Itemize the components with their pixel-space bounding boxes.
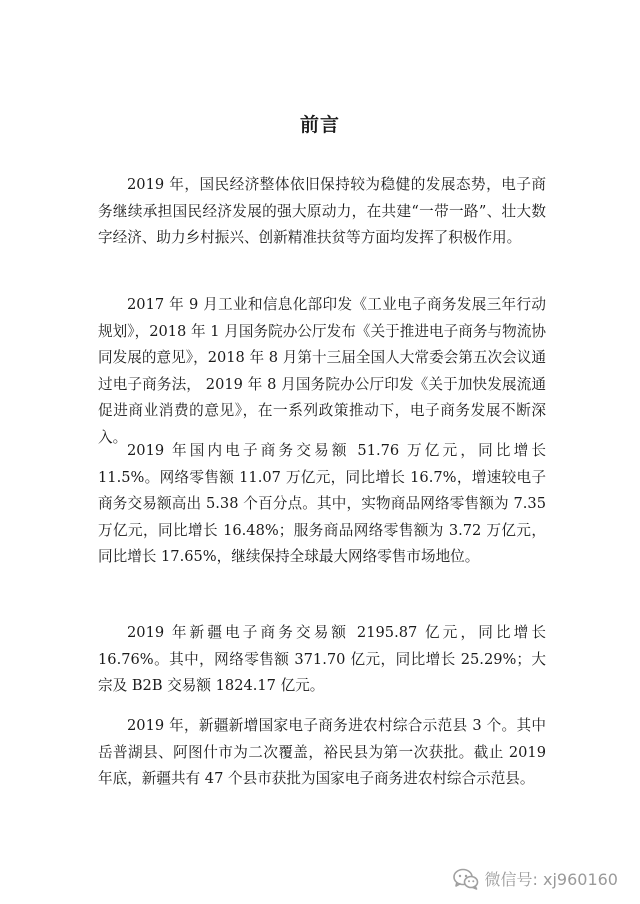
paragraph-intro: 2019 年，国民经济整体依旧保持较为稳健的发展态势，电子商务继续承担国民经济发展的强大原动力，在共建“一带一路”、壮大数字经济、助力乡村振兴、创新精准扶贫等方面均发挥了积极作用。 bbox=[98, 176, 546, 246]
wechat-icon bbox=[453, 868, 479, 890]
watermark-text: 微信号: xj960160 bbox=[484, 870, 618, 889]
paragraph-national-stats: 2019 年国内电子商务交易额 51.76 万亿元，同比增长 11.5%。网络零售额 11.07 万亿元，同比增长 16.7%，增速较电子商务交易额高出 5.38 个百分点。其中，实物商品网络零售额为 7.35 万亿元，同比增长 16.48%；服务商品网络零售额为 3.72 万亿元，同比增长 17.65%，继续保持全球最大网络零售市场地位。 bbox=[98, 442, 546, 565]
page-title: 前言 bbox=[299, 114, 340, 136]
paragraph-policy: 2017 年 9 月工业和信息化部印发《工业电子商务发展三年行动规划》，2018 年 1 月国务院办公厅发布《关于推进电子商务与物流协同发展的意见》，2018 年 8 月第十三届全国人大常委会第五次会议通过电子商务法， 2019 年 8 月国务院办公厅印发《关于加快发展流通促进商业消费的意见》，在一系列政策推动下，电子商务发展不断深入。 bbox=[98, 296, 546, 446]
paragraph-xinjiang-stats: 2019 年新疆电子商务交易额 2195.87 亿元，同比增长 16.76%。其中，网络零售额 371.70 亿元，同比增长 25.29%；大宗及 B2B 交易额 1824.17 亿元。 bbox=[98, 624, 546, 694]
watermark bbox=[453, 867, 618, 890]
paragraph-demo-counties: 2019 年，新疆新增国家电子商务进农村综合示范县 3 个。其中岳普湖县、阿图什市为二次覆盖，裕民县为第一次获批。截止 2019 年底，新疆共有 47 个县市获批为国家电子商务进农村综合示范县。 bbox=[98, 717, 546, 787]
